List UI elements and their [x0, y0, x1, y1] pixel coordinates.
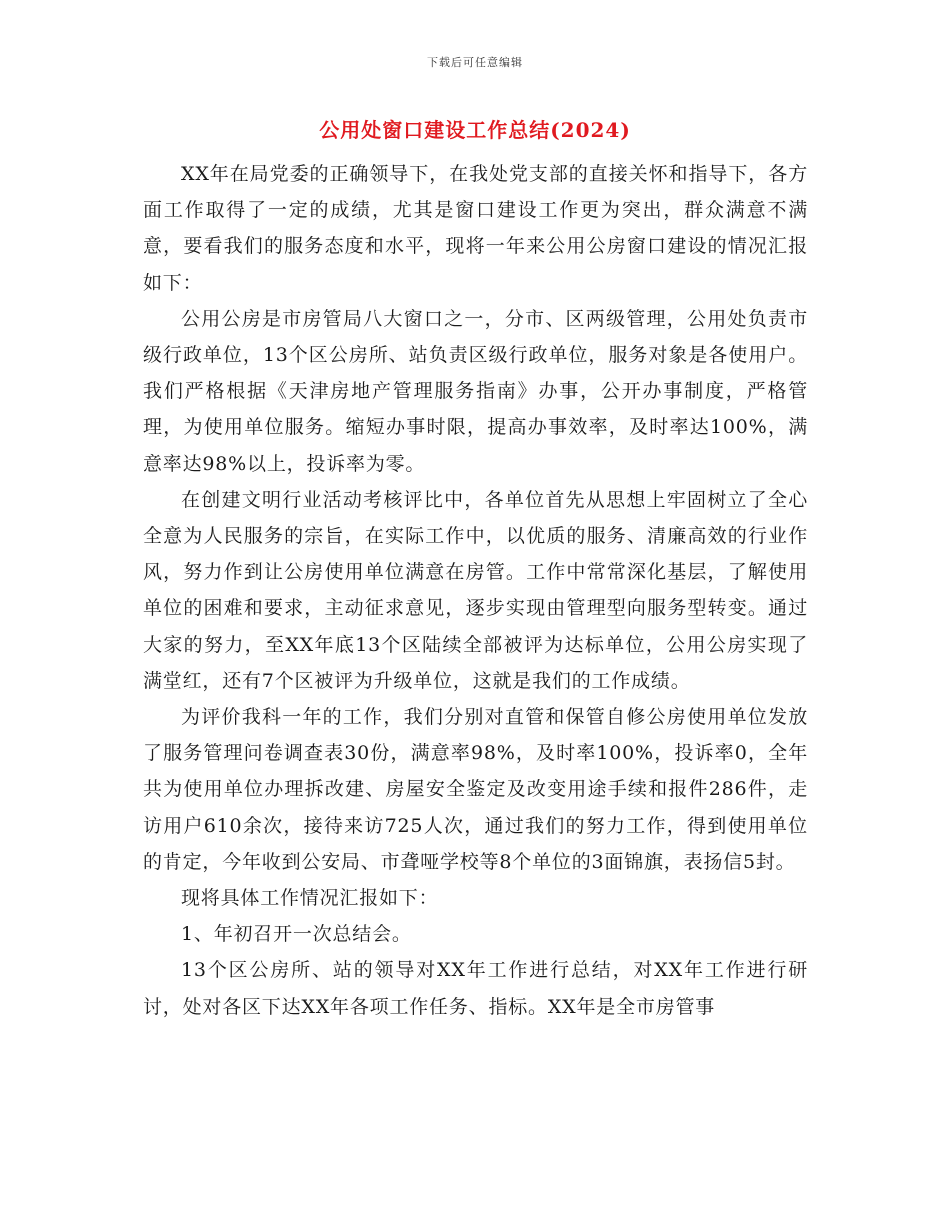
paragraph: 13个区公房所、站的领导对XX年工作进行总结，对XX年工作进行研讨，处对各区下达XX年各项工作任务、指标。XX年是全市房管事 [143, 959, 808, 1018]
paragraph: XX年在局党委的正确领导下，在我处党支部的直接关怀和指导下，各方面工作取得了一定的成绩，尤其是窗口建设工作更为突出，群众满意不满意，要看我们的服务态度和水平，现将一年来公用公房窗口建设的情况汇报如下： [143, 163, 808, 294]
paragraph: 1、年初召开一次总结会。 [181, 923, 412, 946]
document-title: 公用处窗口建设工作总结(2024) [319, 118, 631, 142]
paragraph: 在创建文明行业活动考核评比中，各单位首先从思想上牢固树立了全心全意为人民服务的宗旨，在实际工作中，以优质的服务、清廉高效的行业作风，努力作到让公房使用单位满意在房管。工作中常常深化基层，了解使用单位的困难和要求，主动征求意见，逐步实现由管理型向服务型转变。通过大家的努力，至XX年底13个区陆续全部被评为达标单位，公用公房实现了满堂红，还有7个区被评为升级单位，这就是我们的工作成绩。 [143, 488, 808, 692]
paragraph: 公用公房是市房管局八大窗口之一，分市、区两级管理，公用处负责市级行政单位，13个区公房所、站负责区级行政单位，服务对象是各使用户。我们严格根据《天津房地产管理服务指南》办事，公开办事制度，严格管理，为使用单位服务。缩短办事时限，提高办事效率，及时率达100%，满意率达98%以上，投诉率为零。 [143, 307, 808, 475]
document-body [143, 156, 808, 1025]
paragraph: 现将具体工作情况汇报如下： [181, 887, 439, 910]
paragraph: 为评价我科一年的工作，我们分别对直管和保管自修公房使用单位发放了服务管理问卷调查表30份，满意率98%，及时率100%，投诉率0，全年共为使用单位办理拆改建、房屋安全鉴定及改变用途手续和报件286件，走访用户610余次，接待来访725人次，通过我们的努力工作，得到使用单位的肯定，今年收到公安局、市聋哑学校等8个单位的3面锦旗，表扬信5封。 [143, 706, 808, 873]
header-note: 下载后可任意编辑 [427, 56, 523, 69]
